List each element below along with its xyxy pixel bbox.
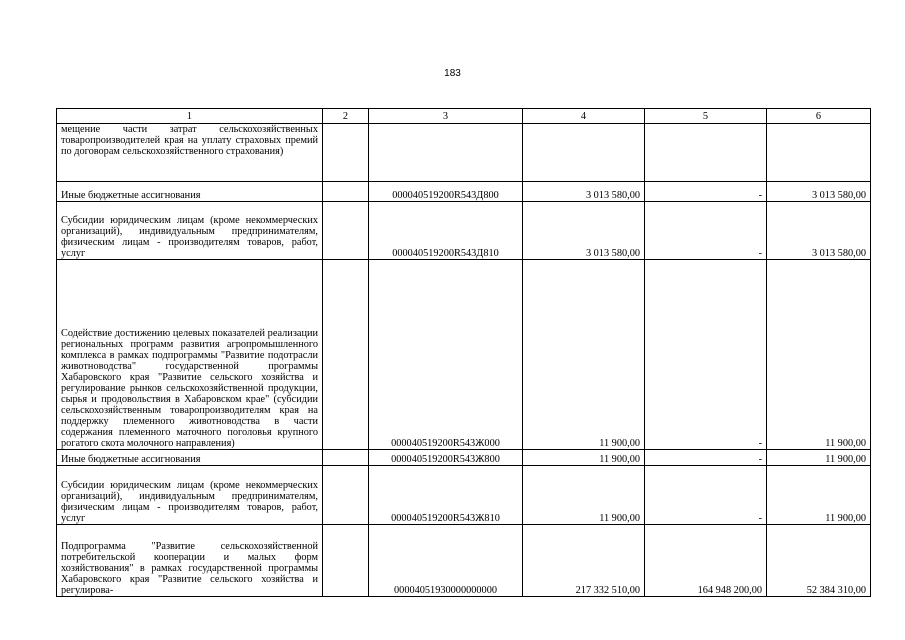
row-value-4: 3 013 580,00 [523,182,645,202]
header-col-2: 2 [323,109,369,124]
header-row [57,109,871,124]
row-col2 [323,260,369,450]
row-col2 [323,124,369,182]
header-col-1: 1 [57,109,323,124]
row-name: Подпрограмма "Развитие сельскохозяйственной потребительской кооперации и малых форм хозяйствования" в рамках государственной программы Хабаровского края "Развитие сельского хозяйства и регулирова- [57,525,323,597]
row-name: Субсидии юридическим лицам (кроме некоммерческих организаций), индивидуальным предпринимателям, физическим лицам - производителям товаров, работ, услуг [57,466,323,525]
row-value-5 [645,124,767,182]
row-value-5: 164 948 200,00 [645,525,767,597]
row-code: 000040519200R543Д800 [369,182,523,202]
row-value-4 [523,124,645,182]
header-col-3: 3 [369,109,523,124]
row-value-5: - [645,260,767,450]
row-value-6 [767,124,871,182]
row-code: 00004051930000000000 [369,525,523,597]
row-value-6: 52 384 310,00 [767,525,871,597]
row-name: Содействие достижению целевых показателей реализации региональных программ развития агропромышленного комплекса в рамках подпрограммы "Развитие подотрасли животноводства" государственной программы Хабаровского края "Развитие сельского хозяйства и регулирование рынков сельскохозяйственной продукции, сырья и продовольствия в Хабаровском крае" (субсидии сельскохозяйственным товаропроизводителям края на поддержку племенного животноводства в части содержания племенного маточного поголовья крупного рогатого скота молочного направления) [57,260,323,450]
row-value-5: - [645,466,767,525]
table-row [57,202,871,260]
row-value-6: 11 900,00 [767,450,871,466]
page-number: 183 [444,68,461,79]
row-code [369,124,523,182]
row-code: 000040519200R543Ж000 [369,260,523,450]
row-value-4: 11 900,00 [523,466,645,525]
header-col-6: 6 [767,109,871,124]
row-value-5: - [645,182,767,202]
row-value-6: 3 013 580,00 [767,202,871,260]
row-name: Иные бюджетные ассигнования [57,450,323,466]
row-value-4: 3 013 580,00 [523,202,645,260]
row-value-4: 217 332 510,00 [523,525,645,597]
row-col2 [323,525,369,597]
row-value-6: 11 900,00 [767,466,871,525]
row-value-5: - [645,202,767,260]
row-value-6: 3 013 580,00 [767,182,871,202]
row-value-4: 11 900,00 [523,450,645,466]
row-name: мещение части затрат сельскохозяйственных товаропроизводителей края на уплату страховых премий по договорам сельскохозяйственного страхования) [57,124,323,182]
table-row [57,525,871,597]
row-value-5: - [645,450,767,466]
row-col2 [323,202,369,260]
row-code: 000040519200R543Ж810 [369,466,523,525]
row-name: Иные бюджетные ассигнования [57,182,323,202]
row-code: 000040519200R543Ж800 [369,450,523,466]
row-code: 000040519200R543Д810 [369,202,523,260]
table-row [57,124,871,182]
budget-table [56,108,871,597]
row-value-6: 11 900,00 [767,260,871,450]
table-row [57,260,871,450]
row-col2 [323,182,369,202]
row-col2 [323,450,369,466]
header-col-5: 5 [645,109,767,124]
row-name: Субсидии юридическим лицам (кроме некоммерческих организаций), индивидуальным предпринимателям, физическим лицам - производителям товаров, работ, услуг [57,202,323,260]
header-col-4: 4 [523,109,645,124]
table-row [57,182,871,202]
table-row [57,450,871,466]
row-col2 [323,466,369,525]
table-row [57,466,871,525]
row-value-4: 11 900,00 [523,260,645,450]
